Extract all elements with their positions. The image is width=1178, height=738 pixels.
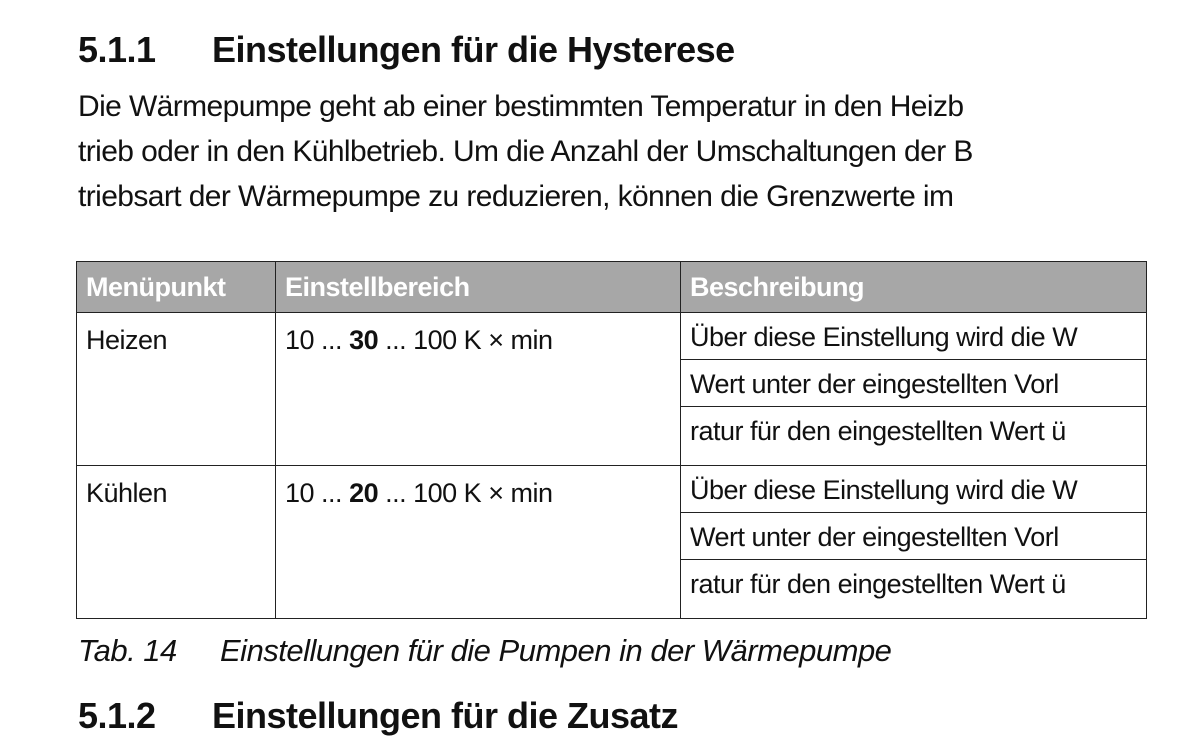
header-menupunkt: Menüpunkt <box>77 262 276 313</box>
description-line: Über diese Einstellung wird die W <box>681 466 1146 513</box>
section-number: 5.1.1 <box>78 29 156 70</box>
section-heading <box>78 28 735 72</box>
table-row <box>77 313 1147 466</box>
description-line: Über diese Einstellung wird die W <box>681 313 1146 360</box>
next-section-heading <box>78 694 678 738</box>
table-row <box>77 466 1147 619</box>
cell-range <box>276 313 681 466</box>
cell-menu: Kühlen <box>77 466 276 619</box>
description-line: ratur für den eingestellten Wert ü <box>690 569 1066 599</box>
description-line: Wert unter der eingestellten Vorl <box>681 360 1146 407</box>
range-max: ... 100 K × min <box>385 325 553 355</box>
section-title: Einstellungen für die Hysterese <box>212 29 735 70</box>
range-min: 10 ... <box>285 325 343 355</box>
paragraph-line: Die Wärmepumpe geht ab einer bestimmten Temperatur in den Heizb <box>78 90 964 123</box>
range-max: ... 100 K × min <box>385 478 553 508</box>
description-line: ratur für den eingestellten Wert ü <box>690 416 1066 446</box>
table-header-row <box>77 262 1147 313</box>
next-section-number: 5.1.2 <box>78 695 156 736</box>
settings-table <box>76 261 1147 619</box>
next-section-title: Einstellungen für die Zusatz <box>212 695 679 736</box>
cell-menu: Heizen <box>77 313 276 466</box>
range-default: 30 <box>349 325 379 355</box>
range-min: 10 ... <box>285 478 343 508</box>
cell-description <box>681 466 1147 619</box>
cell-range <box>276 466 681 619</box>
body-paragraph <box>78 84 1178 219</box>
caption-text: Einstellungen für die Pumpen in der Wärmepumpe <box>220 633 892 668</box>
header-beschreibung: Beschreibung <box>681 262 1147 313</box>
caption-label: Tab. 14 <box>78 633 177 668</box>
description-line: Wert unter der eingestellten Vorl <box>681 513 1146 560</box>
cell-description <box>681 313 1147 466</box>
paragraph-line: triebsart der Wärmepumpe zu reduzieren, können die Grenzwerte im <box>78 180 954 213</box>
range-default: 20 <box>349 478 379 508</box>
paragraph-line: trieb oder in den Kühlbetrieb. Um die Anzahl der Umschaltungen der B <box>78 135 973 168</box>
table-caption <box>78 630 891 672</box>
header-einstellbereich: Einstellbereich <box>276 262 681 313</box>
